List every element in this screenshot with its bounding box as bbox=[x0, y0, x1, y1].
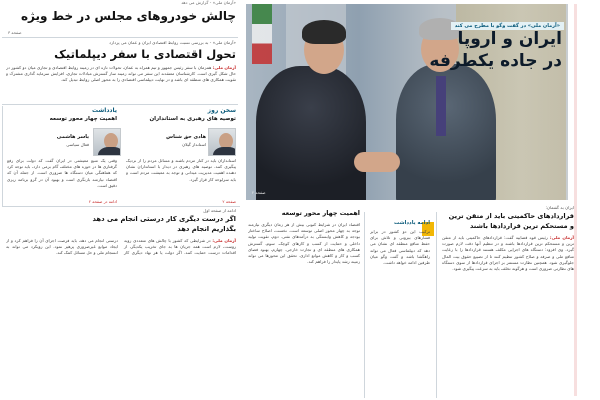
dorost-body: در شرایطی که کشور با چالش های متعددی روبه روست، لازم است همه جریان ها به جای تخریب یکدیگر، از اقدامات درست حمایت کنند. اگر دولت یا هر نهاد دیگری کار درستی انجام می دهد، باید فرصت اجرای آن را فراهم کرد و از ایجاد موانع غیرضروری پرهیز نمود. این رویکرد می تواند به انسجام ملی و حل مسائل کمک کند. bbox=[6, 238, 236, 256]
sokhan-role: استاندار گیلان bbox=[182, 142, 206, 147]
dorost-lead-label: آرمان ملی: bbox=[212, 238, 236, 243]
yaddasht-box bbox=[2, 106, 121, 206]
dorost-body-block bbox=[6, 238, 236, 396]
iran-story-body-block bbox=[442, 235, 574, 397]
left-story-kicker: «آرمان ملی» - به بررسی نسبت روابط اقتصادی ایران و عمان می پردازد bbox=[109, 40, 236, 45]
divider bbox=[2, 206, 240, 207]
yaddasht-author: یاسر هاشمی bbox=[56, 134, 89, 140]
sokhan-title[interactable]: توصیه های رهبری به استانداران bbox=[149, 116, 236, 122]
author-photo bbox=[208, 128, 236, 156]
iran-story-body: رئیس قوه قضاییه گفت: قراردادهای حاکمیتی باید از متقن ترین و مستحکم ترین قراردادها باشند و در تنظیم آنها دقت لازم صورت گیرد. وی افزود: دستگاه های اجرایی مکلف هستند قراردادها را با رعایت منافع ملی و صرفه و صلاح کشور تنظیم کنند تا از تضییع حقوق بیت المال جلوگیری شود. همچنین نظارت مستمر بر اجرای قراردادها از سوی دستگاه های نظارتی ضروری است و هرگونه تخلف باید به سرعت پیگیری شود. bbox=[442, 235, 574, 272]
sokhan-label: سخن روز bbox=[207, 107, 236, 114]
divider bbox=[436, 212, 437, 398]
chahar-mehvar bbox=[246, 206, 362, 398]
dorost-title[interactable]: اگر درست دیگری کار درستی انجام می دهد bbox=[92, 215, 236, 223]
divider bbox=[2, 37, 238, 38]
divider bbox=[2, 104, 238, 105]
yaddasht-label: یادداشت bbox=[92, 107, 117, 114]
main-story-page-ref[interactable]: صفحه ۲ bbox=[252, 190, 266, 195]
yaddasht-body: وقتی یک منبع معیشتی در ایران گفت که دولت برای رفع گرفتاری ها در حوزه های مختلف گام برمی دارد، باید توجه کرد که هماهنگی میان دستگاه ها ضروری است. از جمله آن که اقتصاد نیازمند بازنگری است و بهبود آن در گرو برنامه ریزی دقیق است. bbox=[7, 158, 117, 188]
top-left-title[interactable]: چالش خودروهای مجلس در خط ویژه bbox=[20, 9, 236, 23]
sokhan-page-ref[interactable]: صفحه ۲ bbox=[222, 199, 236, 204]
iran-story-lead-label: آرمان ملی: bbox=[549, 235, 574, 240]
iran-story-subtitle[interactable]: و مستحکم ترین قراردادها باشند bbox=[470, 222, 574, 230]
sokhan-author: هادی حق شناس bbox=[166, 134, 206, 140]
yaddasht-page-ref[interactable]: ادامه در صفحه ۲ bbox=[88, 199, 117, 204]
main-photo[interactable] bbox=[246, 4, 568, 200]
chahar-mehvar-title[interactable]: اهمیت چهار محور توسعه bbox=[281, 209, 360, 217]
sokhan-body: استانداران باید در کنار مردم باشند و مسائل مردم را از نزدیک پیگیری کنند. توصیه های رهبری در دیدار با استانداران نشان دهنده اهمیت مدیریت میدانی و توجه به معیشت مردم است و باید سرلوحه کار قرار گیرد. bbox=[126, 158, 236, 182]
main-story-title-line2[interactable]: در جاده یکطرفه bbox=[429, 51, 562, 71]
top-left-story bbox=[2, 0, 240, 40]
left-story-lead-label: آرمان ملی: bbox=[212, 65, 236, 70]
person-right bbox=[396, 64, 496, 200]
top-left-page-ref[interactable]: صفحه ۳ bbox=[8, 30, 22, 35]
main-story-title-line1[interactable]: ایران و اروپا bbox=[457, 29, 562, 49]
dorost-subtitle[interactable]: بگذاریم انجام دهد bbox=[177, 225, 236, 233]
iran-story-title[interactable]: قراردادهای حاکمیتی باید از متقن ترین bbox=[448, 212, 574, 220]
person-left bbox=[256, 66, 366, 200]
left-story-title[interactable]: تحول اقتصادی با سفر دیپلماتیک bbox=[54, 47, 236, 61]
left-story bbox=[2, 39, 240, 103]
main-story-tag: «آرمان ملی» در گفت وگو با مطرح می کند bbox=[451, 22, 564, 30]
left-story-body-block bbox=[6, 65, 236, 99]
yaddasht-title[interactable]: اهمیت چهار محور توسعه bbox=[49, 116, 117, 122]
dorost-story bbox=[2, 208, 240, 398]
handshake bbox=[354, 152, 400, 172]
left-story-body: همزمان با سفر رئیس جمهور و تیم همراه به عمان، تحولات تازه ای در زمینه روابط اقتصادی و تجاری میان دو کشور در حال شکل گیری است. کارشناسان معتقدند این سفر می تواند زمینه ساز گسترش مبادلات تجاری، افزایش سرمایه گذاری مشترک و تقویت همکاری های منطقه ای باشد و در نهایت دیپلماسی اقتصادی را به محور اصلی روابط تبدیل کند. bbox=[6, 65, 236, 83]
adame-note-body: ترکیب این دو کشور در برابر فشارهای بیرونی و تلاش برای حفظ منافع منطقه ای نشان می دهد که دیپلماسی فعال می تواند راهگشا باشد و گفت وگو میان طرفین ادامه خواهد داشت. bbox=[370, 229, 430, 266]
adame-note-label: ادامه یادداشت bbox=[394, 220, 430, 226]
chahar-mehvar-body: اقتصاد ایران در شرایط کنونی بیش از هر زمان دیگری نیازمند توجه به چهار محور اصلی توسعه است. نخست، اصلاح ساختار بودجه و کاهش وابستگی به درآمدهای نفتی. دوم، تقویت تولید داخلی و حمایت از کسب و کارهای کوچک. سوم، گسترش همکاری های منطقه ای و تجارت خارجی. چهارم، بهبود فضای کسب و کار و کاهش موانع اداری. تحقق این محورها می تواند زمینه رشد پایدار را فراهم کند. bbox=[248, 222, 360, 265]
iran-flag-icon bbox=[252, 4, 272, 64]
tie bbox=[436, 76, 446, 136]
dorost-kicker: ادامه از صفحه اول bbox=[203, 208, 236, 213]
iran-story-kicker: ایران به گفتمان: bbox=[545, 205, 574, 210]
top-left-credit: «آرمان ملی» - گزارش می دهد bbox=[181, 0, 236, 5]
adame-note bbox=[368, 220, 432, 398]
sokhan-box bbox=[122, 106, 240, 206]
author-photo bbox=[93, 128, 121, 156]
iran-story bbox=[440, 205, 576, 400]
divider bbox=[364, 212, 365, 398]
page-edge bbox=[574, 4, 577, 396]
yaddasht-role: فعال سیاسی bbox=[66, 142, 89, 147]
